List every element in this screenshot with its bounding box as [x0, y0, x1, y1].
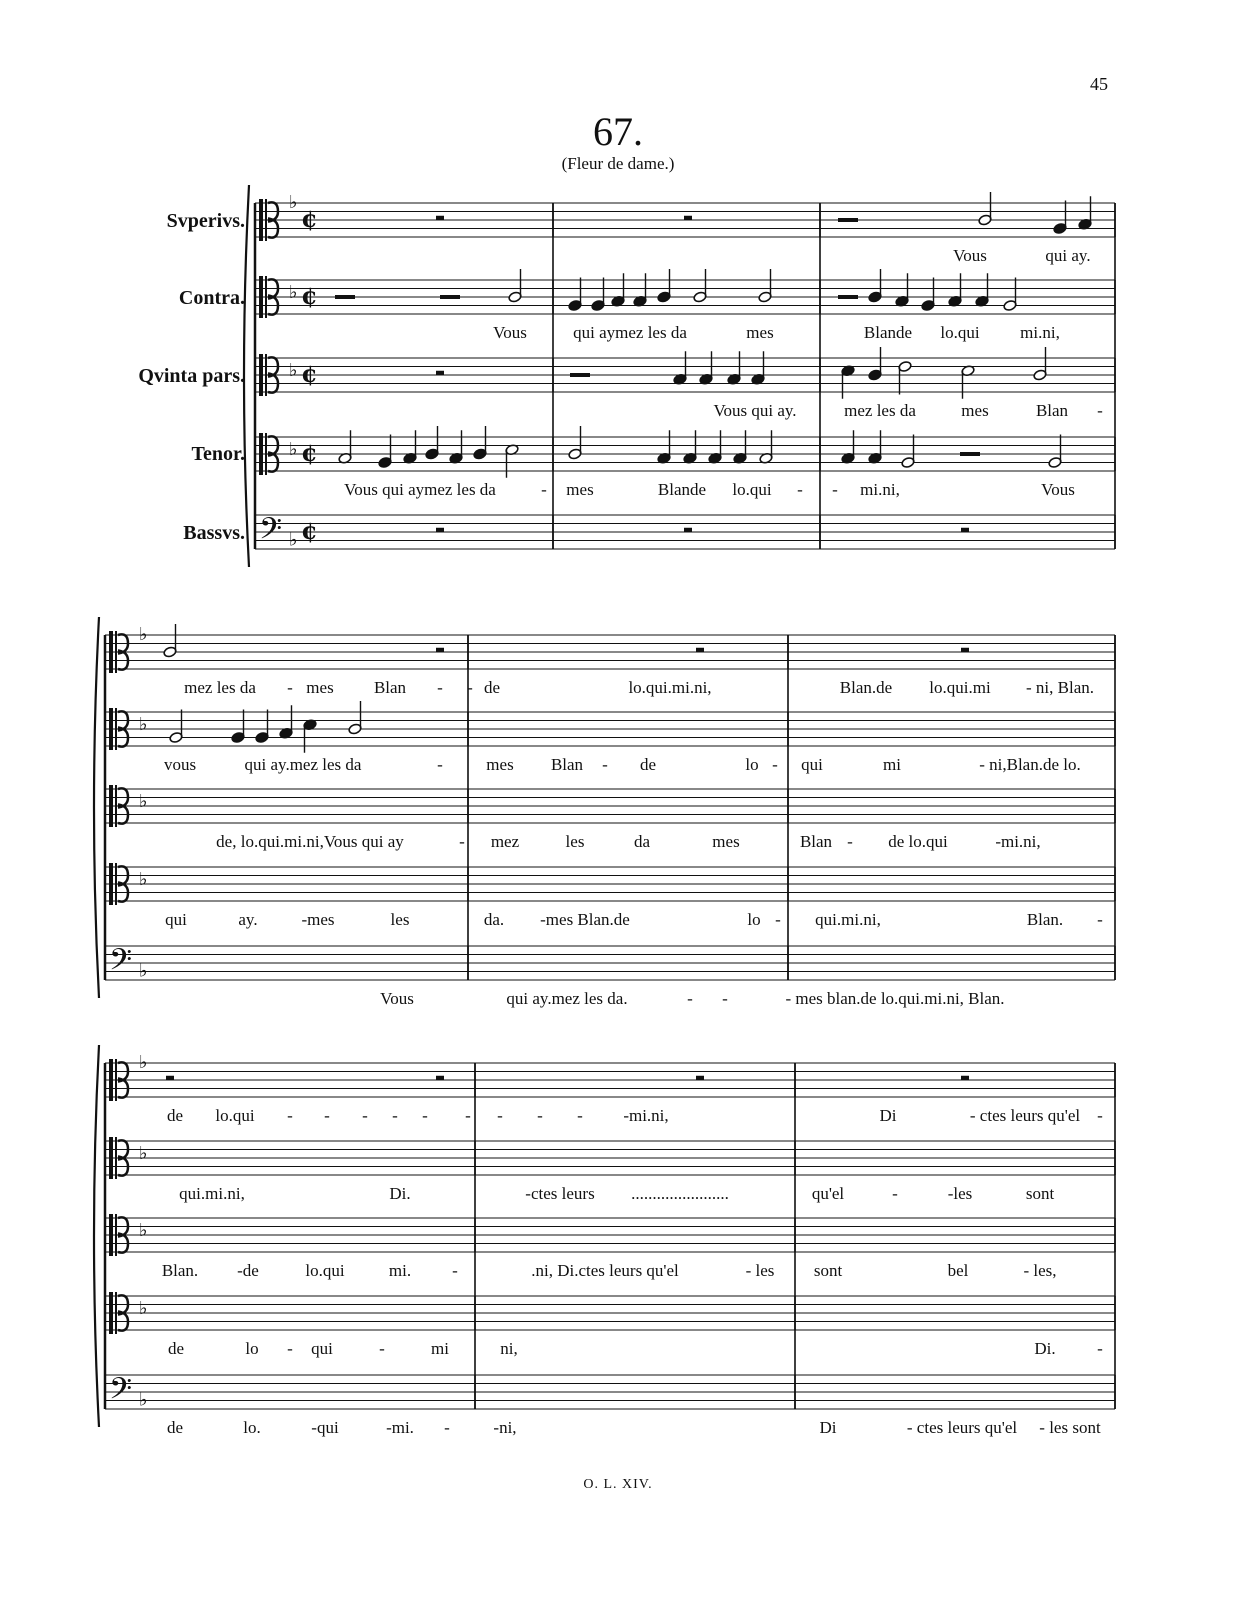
- lyric-syllable: -de: [237, 1261, 259, 1280]
- c-clef-icon: [109, 1214, 113, 1256]
- lyric-syllable: -: [772, 755, 778, 774]
- lyric-syllable: Vous: [380, 989, 414, 1008]
- lyric-syllable: Vous: [953, 246, 987, 265]
- lyric-syllable: - ni,Blan.de lo.: [979, 755, 1081, 774]
- rest: [440, 295, 460, 299]
- lyric-syllable: -ni,: [493, 1418, 517, 1437]
- c-clef-icon: [109, 785, 113, 827]
- lyric-syllable: Di: [879, 1106, 897, 1125]
- cut-time-signature-icon: ¢: [301, 359, 318, 388]
- breve-rest: [166, 1076, 174, 1080]
- lyric-syllable: -: [287, 1106, 293, 1125]
- lyric-syllable: qui ay.: [1045, 246, 1091, 265]
- lyric-syllable: mes: [306, 678, 334, 697]
- lyric-syllable: -: [541, 480, 547, 499]
- lyric-syllable: -: [362, 1106, 368, 1125]
- lyric-syllable: lo.qui: [732, 480, 772, 499]
- flat-key-signature-icon: ♭: [139, 624, 148, 645]
- staff-bassus: [105, 1373, 1115, 1414]
- c-clef-bar: [115, 1214, 117, 1256]
- system-1: [244, 185, 1115, 567]
- lyric-syllable: ni,: [500, 1339, 518, 1358]
- lyric-syllable: .ni, Di.ctes leurs qu'el: [531, 1261, 679, 1280]
- lyric-syllable: -: [467, 678, 473, 697]
- lyric-syllable: de: [166, 1418, 184, 1437]
- lyric-syllable: -mi.ni,: [995, 832, 1041, 851]
- lyric-syllable: de: [167, 1339, 185, 1358]
- lyric-syllable: -: [497, 1106, 503, 1125]
- lyric-syllable: vous: [163, 755, 197, 774]
- c-clef-bar: [115, 1137, 117, 1179]
- staff-superius: [255, 192, 1115, 241]
- flat-key-signature-icon: ♭: [139, 1219, 148, 1241]
- lyric-syllable: -: [797, 480, 803, 499]
- lyric-syllable: - mes blan.de lo.qui.mi.ni, Blan.: [785, 989, 1005, 1008]
- lyric-syllable: mez les da: [184, 678, 256, 697]
- lyric-syllable: de: [639, 755, 657, 774]
- lyric-syllable: -ctes leurs: [525, 1184, 595, 1203]
- voice-name-tenor: Tenor.: [191, 443, 245, 465]
- lyric-syllable: -: [892, 1184, 898, 1203]
- breve-rest: [436, 1076, 444, 1080]
- lyric-syllable: Blan: [550, 755, 584, 774]
- flat-key-signature-icon: ♭: [289, 359, 298, 381]
- flat-key-signature-icon: ♭: [289, 192, 298, 213]
- system-brace: [244, 185, 249, 567]
- staff-contra: [255, 269, 1115, 318]
- lyric-syllable: Di: [819, 1418, 837, 1437]
- staff-quinta-pars: [255, 347, 1115, 399]
- breve-rest: [684, 216, 692, 220]
- system-brace: [94, 1045, 99, 1427]
- lyric-syllable: - les sont: [1039, 1418, 1101, 1437]
- lyric-syllable: -mes Blan.de: [540, 910, 630, 929]
- lyric-syllable: -: [444, 1418, 450, 1437]
- staff-tenor: [105, 863, 1115, 905]
- flat-key-signature-icon: ♭: [139, 868, 148, 890]
- c-clef-bar: [115, 631, 117, 673]
- voice-name-bassus: Bassvs.: [183, 522, 245, 544]
- flat-key-signature-icon: ♭: [289, 529, 298, 551]
- c-clef-icon: [259, 433, 263, 475]
- lyric-syllable: -: [847, 832, 853, 851]
- lyric-syllable: -qui: [311, 1418, 339, 1437]
- lyric-syllable: -: [775, 910, 781, 929]
- lyric-syllable: qui: [311, 1339, 333, 1358]
- lyric-syllable: qui ay.mez les da: [244, 755, 362, 774]
- c-clef-bar: [265, 199, 267, 241]
- lyric-syllable: mes: [712, 832, 740, 851]
- c-clef-icon: [109, 863, 113, 905]
- lyric-syllable: -mi.: [386, 1418, 414, 1437]
- lyric-syllable: Blan: [799, 832, 833, 851]
- c-clef-bar: [115, 1292, 117, 1334]
- lyric-syllable: les: [390, 910, 410, 929]
- lyric-syllable: Blan: [373, 678, 407, 697]
- lyric-syllable: lo: [745, 755, 759, 774]
- lyric-syllable: bel: [947, 1261, 969, 1280]
- lyric-syllable: Vous qui ay.: [713, 401, 797, 420]
- lyric-syllable: Blande: [863, 323, 913, 342]
- lyric-syllable: - les: [745, 1261, 775, 1280]
- lyric-syllable: .......................: [631, 1184, 729, 1203]
- c-clef-bar: [115, 708, 117, 750]
- staff-tenor: [105, 1292, 1115, 1334]
- lyric-syllable: -mi.ni,: [623, 1106, 669, 1125]
- flat-key-signature-icon: ♭: [139, 1389, 148, 1411]
- staff-superius: [105, 624, 1115, 673]
- voice-name-quinta-pars: Qvinta pars.: [138, 365, 245, 387]
- c-clef-icon: [109, 1137, 113, 1179]
- lyric-syllable: -: [1097, 1339, 1103, 1358]
- lyric-syllable: sont: [813, 1261, 843, 1280]
- lyric-syllable: -: [379, 1339, 385, 1358]
- breve-rest: [436, 528, 444, 532]
- lyric-syllable: -: [465, 1106, 471, 1125]
- lyric-syllable: lo.qui: [940, 323, 980, 342]
- footer-reference: O. L. XIV.: [583, 1477, 653, 1492]
- lyric-syllable: -: [437, 678, 443, 697]
- lyric-syllable: -: [602, 755, 608, 774]
- c-clef-icon: [109, 1292, 113, 1334]
- rest: [960, 452, 980, 456]
- lyric-syllable: Di.: [389, 1184, 411, 1203]
- lyric-syllable: sont: [1025, 1184, 1055, 1203]
- lyric-syllable: -: [437, 755, 443, 774]
- flat-key-signature-icon: ♭: [139, 1142, 148, 1164]
- lyric-syllable: da.: [483, 910, 505, 929]
- lyric-syllable: de, lo.qui.mi.ni,Vous qui ay: [216, 832, 404, 851]
- lyric-syllable: qui: [801, 755, 823, 774]
- lyric-syllable: lo.qui: [215, 1106, 255, 1125]
- lyric-syllable: mes: [566, 480, 594, 499]
- c-clef-bar: [265, 354, 267, 396]
- flat-key-signature-icon: ♭: [139, 960, 148, 982]
- lyric-syllable: -: [1097, 401, 1103, 420]
- lyric-syllable: -les: [947, 1184, 973, 1203]
- lyric-syllable: Vous qui aymez les da: [344, 480, 496, 499]
- staff-bassus: [105, 944, 1115, 985]
- lyric-syllable: mi.ni,: [860, 480, 900, 499]
- rest: [570, 373, 590, 377]
- c-clef-icon: [259, 354, 263, 396]
- staff-contra: [105, 701, 1115, 753]
- breve-rest: [436, 216, 444, 220]
- lyric-syllable: de: [166, 1106, 184, 1125]
- lyric-syllable: lo.qui.mi: [929, 678, 991, 697]
- lyric-syllable: -: [1097, 1106, 1103, 1125]
- lyric-syllable: lo: [747, 910, 761, 929]
- piece-number: 67.: [593, 109, 643, 154]
- cut-time-signature-icon: ¢: [301, 281, 318, 310]
- cut-time-signature-icon: ¢: [301, 516, 318, 545]
- breve-rest: [684, 528, 692, 532]
- lyric-syllable: -: [722, 989, 728, 1008]
- lyric-syllable: -: [324, 1106, 330, 1125]
- lyric-syllable: Blande: [657, 480, 707, 499]
- bass-clef-icon: 𝄢: [259, 512, 283, 554]
- lyric-syllable: mi: [431, 1339, 449, 1358]
- c-clef-bar: [115, 1059, 117, 1101]
- lyric-syllable: ay.: [238, 910, 258, 929]
- staff-quinta-pars: [105, 1214, 1115, 1256]
- breve-rest: [436, 371, 444, 375]
- c-clef-icon: [109, 631, 113, 673]
- breve-rest: [696, 648, 704, 652]
- lyric-syllable: -: [422, 1106, 428, 1125]
- flat-key-signature-icon: ♭: [139, 790, 148, 812]
- lyric-syllable: lo.qui.mi.ni,: [628, 678, 712, 697]
- c-clef-bar: [115, 785, 117, 827]
- breve-rest: [961, 1076, 969, 1080]
- rest: [335, 295, 355, 299]
- piece-title: (Fleur de dame.): [561, 154, 675, 173]
- system-2: [94, 617, 1115, 1008]
- breve-rest: [696, 1076, 704, 1080]
- lyric-syllable: mes: [746, 323, 774, 342]
- lyric-syllable: Blan.: [1026, 910, 1064, 929]
- lyric-syllable: Vous: [493, 323, 527, 342]
- cut-time-signature-icon: ¢: [301, 438, 318, 467]
- system-3: [94, 1045, 1115, 1437]
- staff-tenor: [255, 426, 1115, 478]
- lyric-syllable: de: [483, 678, 501, 697]
- c-clef-bar: [115, 863, 117, 905]
- lyric-syllable: -: [687, 989, 693, 1008]
- flat-key-signature-icon: ♭: [289, 281, 298, 303]
- breve-rest: [961, 648, 969, 652]
- voice-name-superius: Svperivs.: [166, 210, 245, 232]
- breve-rest: [961, 528, 969, 532]
- lyric-syllable: mes: [486, 755, 514, 774]
- voice-name-contra: Contra.: [178, 287, 245, 309]
- staff-bassus: [255, 513, 1115, 554]
- lyric-syllable: -: [832, 480, 838, 499]
- lyric-syllable: - ctes leurs qu'el: [906, 1418, 1018, 1437]
- lyric-syllable: lo.: [243, 1418, 261, 1437]
- flat-key-signature-icon: ♭: [289, 438, 298, 460]
- c-clef-icon: [109, 1059, 113, 1101]
- flat-key-signature-icon: ♭: [139, 713, 148, 735]
- lyric-syllable: -: [287, 1339, 293, 1358]
- lyric-syllable: Blan: [1035, 401, 1069, 420]
- lyric-syllable: lo.qui: [305, 1261, 345, 1280]
- lyric-syllable: - ctes leurs qu'el: [969, 1106, 1081, 1125]
- lyric-syllable: -: [459, 832, 465, 851]
- lyric-syllable: Vous: [1041, 480, 1075, 499]
- lyric-syllable: qu'el: [811, 1184, 845, 1203]
- page-number: 45: [1090, 74, 1108, 94]
- lyric-syllable: Blan.: [161, 1261, 199, 1280]
- c-clef-icon: [259, 199, 263, 241]
- lyric-syllable: mes: [961, 401, 989, 420]
- lyric-syllable: qui aymez les da: [573, 323, 687, 342]
- lyric-syllable: -: [577, 1106, 583, 1125]
- c-clef-bar: [265, 433, 267, 475]
- lyric-syllable: - ni, Blan.: [1026, 678, 1094, 697]
- lyric-syllable: -: [452, 1261, 458, 1280]
- c-clef-icon: [109, 708, 113, 750]
- rest: [838, 295, 858, 299]
- lyric-syllable: mi.ni,: [1020, 323, 1060, 342]
- flat-key-signature-icon: ♭: [139, 1297, 148, 1319]
- lyric-syllable: -: [1097, 910, 1103, 929]
- breve-rest: [436, 648, 444, 652]
- lyric-syllable: Blan.de: [839, 678, 893, 697]
- cut-time-signature-icon: ¢: [301, 204, 318, 233]
- lyric-syllable: qui.mi.ni,: [815, 910, 881, 929]
- c-clef-bar: [265, 276, 267, 318]
- bass-clef-icon: 𝄢: [109, 1372, 133, 1414]
- bass-clef-icon: 𝄢: [109, 943, 133, 985]
- lyric-syllable: Di.: [1034, 1339, 1056, 1358]
- system-brace: [94, 617, 99, 998]
- rest: [838, 218, 858, 222]
- lyric-syllable: mi: [883, 755, 901, 774]
- lyric-syllable: les: [565, 832, 585, 851]
- lyric-syllable: mi.: [388, 1261, 412, 1280]
- lyric-syllable: mez: [490, 832, 520, 851]
- staff-contra: [105, 1137, 1115, 1179]
- flat-key-signature-icon: ♭: [139, 1052, 148, 1073]
- lyric-syllable: qui.mi.ni,: [179, 1184, 245, 1203]
- staff-superius: [105, 1052, 1115, 1101]
- lyric-syllable: mez les da: [844, 401, 916, 420]
- lyric-syllable: qui ay.mez les da.: [506, 989, 628, 1008]
- lyric-syllable: -mes: [301, 910, 335, 929]
- c-clef-icon: [259, 276, 263, 318]
- lyric-syllable: -: [537, 1106, 543, 1125]
- lyric-syllable: -: [392, 1106, 398, 1125]
- staff-quinta-pars: [105, 785, 1115, 827]
- lyric-syllable: - les,: [1023, 1261, 1057, 1280]
- lyric-syllable: lo: [245, 1339, 259, 1358]
- lyric-syllable: -: [287, 678, 293, 697]
- lyric-syllable: da: [633, 832, 651, 851]
- lyric-syllable: de lo.qui: [888, 832, 948, 851]
- lyric-syllable: qui: [165, 910, 187, 929]
